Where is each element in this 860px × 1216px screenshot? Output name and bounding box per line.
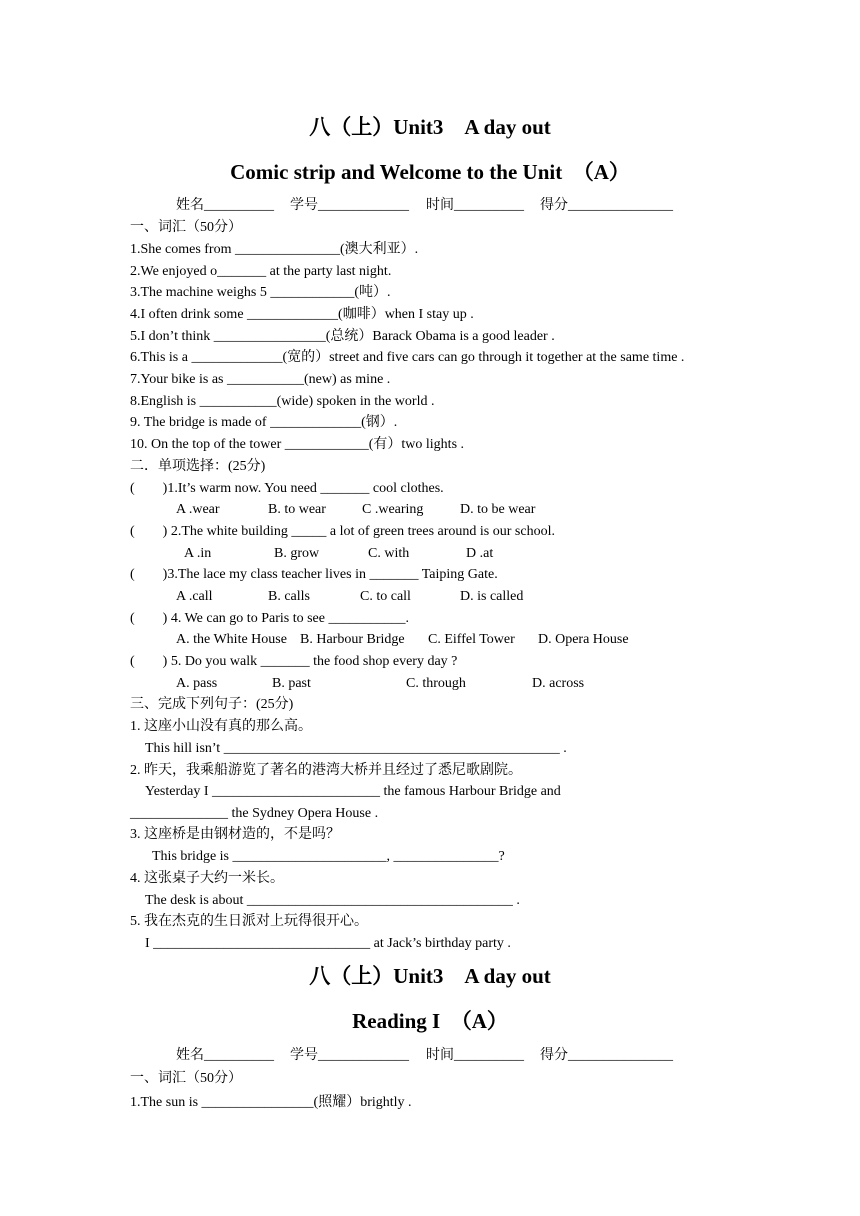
mcq-option: C .wearing <box>362 502 424 517</box>
list-item: This hill isn’t ________________________________________________ . <box>145 741 567 756</box>
list-item: 1. 这座小山没有真的那么高。 <box>130 719 312 734</box>
list-item: 1.The sun is ________________(照耀）brightly . <box>130 1095 412 1110</box>
list-item: 9. The bridge is made of _____________(钢）. <box>130 415 398 430</box>
list-item: 4.I often drink some _____________(咖啡）when I stay up . <box>130 307 474 322</box>
mcq-option: D .at <box>466 546 494 561</box>
mcq-option: B. grow <box>274 546 320 561</box>
list-item: 5. 我在杰克的生日派对上玩得很开心。 <box>130 914 368 929</box>
number-field: 学号_____________ <box>290 1048 409 1063</box>
page-title: 八（上）Unit3 A day out <box>309 115 551 139</box>
mcq-option: C. to call <box>360 589 411 604</box>
mcq-option: B. past <box>272 676 311 691</box>
mcq-option: B. calls <box>268 589 310 604</box>
mcq-question: ( ) 5. Do you walk _______ the food shop every day ? <box>130 654 458 669</box>
page-title-2: 八（上）Unit3 A day out <box>309 964 551 988</box>
mcq-option: B. to wear <box>268 502 326 517</box>
list-item: Yesterday I ________________________ the famous Harbour Bridge and <box>145 784 561 799</box>
mcq-option: D. is called <box>460 589 524 604</box>
mcq-option: A .call <box>176 589 213 604</box>
list-item: 5.I don’t think ________________(总统）Barack Obama is a good leader . <box>130 329 555 344</box>
list-item: 2. 昨天，我乘船游览了著名的港湾大桥并且经过了悉尼歌剧院。 <box>130 763 522 778</box>
list-item: ______________ the Sydney Opera House . <box>130 806 379 821</box>
list-item: 1.She comes from _______________(澳大利亚）. <box>130 242 419 257</box>
list-item: This bridge is ______________________, _______________? <box>152 849 505 864</box>
score-field: 得分_______________ <box>540 1048 673 1063</box>
mcq-question: ( )3.The lace my class teacher lives in _______ Taiping Gate. <box>130 567 498 582</box>
mcq-option: A. the White House <box>176 632 287 647</box>
mcq-question: ( ) 4. We can go to Paris to see ___________. <box>130 611 409 626</box>
number-field: 学号_____________ <box>290 198 409 213</box>
list-item: I _______________________________ at Jack’s birthday party . <box>145 936 511 951</box>
mcq-option: B. Harbour Bridge <box>300 632 405 647</box>
mcq-option: A. pass <box>176 676 218 691</box>
mcq-question: ( ) 2.The white building _____ a lot of green trees around is our school. <box>130 524 555 539</box>
section-heading-sentences: 三、完成下列句子：(25分) <box>130 697 294 712</box>
mcq-option: A .in <box>184 546 212 561</box>
list-item: 3.The machine weighs 5 ____________(吨）. <box>130 285 391 300</box>
list-item: 6.This is a _____________(宽的）street and five cars can go through it together at the same time . <box>130 350 685 365</box>
list-item: 7.Your bike is as ___________(new) as mine . <box>130 372 391 387</box>
time-field: 时间__________ <box>426 1048 524 1063</box>
list-item: 8.English is ___________(wide) spoken in the world . <box>130 394 435 409</box>
list-item: 10. On the top of the tower ____________(有）two lights . <box>130 437 465 452</box>
section-heading-vocab: 一、词汇（50分） <box>130 220 242 235</box>
page-subtitle-2: Reading I （A） <box>352 1009 508 1033</box>
name-field: 姓名__________ <box>176 1048 274 1063</box>
mcq-option: C. with <box>368 546 410 561</box>
mcq-option: C. through <box>406 676 466 691</box>
score-field: 得分_______________ <box>540 198 673 213</box>
mcq-option: A .wear <box>176 502 220 517</box>
section-heading-mcq: 二．单项选择：(25分) <box>130 459 266 474</box>
list-item: The desk is about ______________________________________ . <box>145 893 520 908</box>
list-item: 3. 这座桥是由钢材造的，不是吗？ <box>130 827 340 842</box>
page-subtitle: Comic strip and Welcome to the Unit （A） <box>230 160 630 184</box>
mcq-question: ( )1.It’s warm now. You need _______ cool clothes. <box>130 481 444 496</box>
time-field: 时间__________ <box>426 198 524 213</box>
mcq-option: D. Opera House <box>538 632 629 647</box>
list-item: 2.We enjoyed o_______ at the party last night. <box>130 264 392 279</box>
list-item: 4. 这张桌子大约一米长。 <box>130 871 284 886</box>
mcq-option: D. across <box>532 676 585 691</box>
section-heading-vocab-2: 一、词汇（50分） <box>130 1071 242 1086</box>
name-field: 姓名__________ <box>176 198 274 213</box>
mcq-option: C. Eiffel Tower <box>428 632 515 647</box>
mcq-option: D. to be wear <box>460 502 536 517</box>
